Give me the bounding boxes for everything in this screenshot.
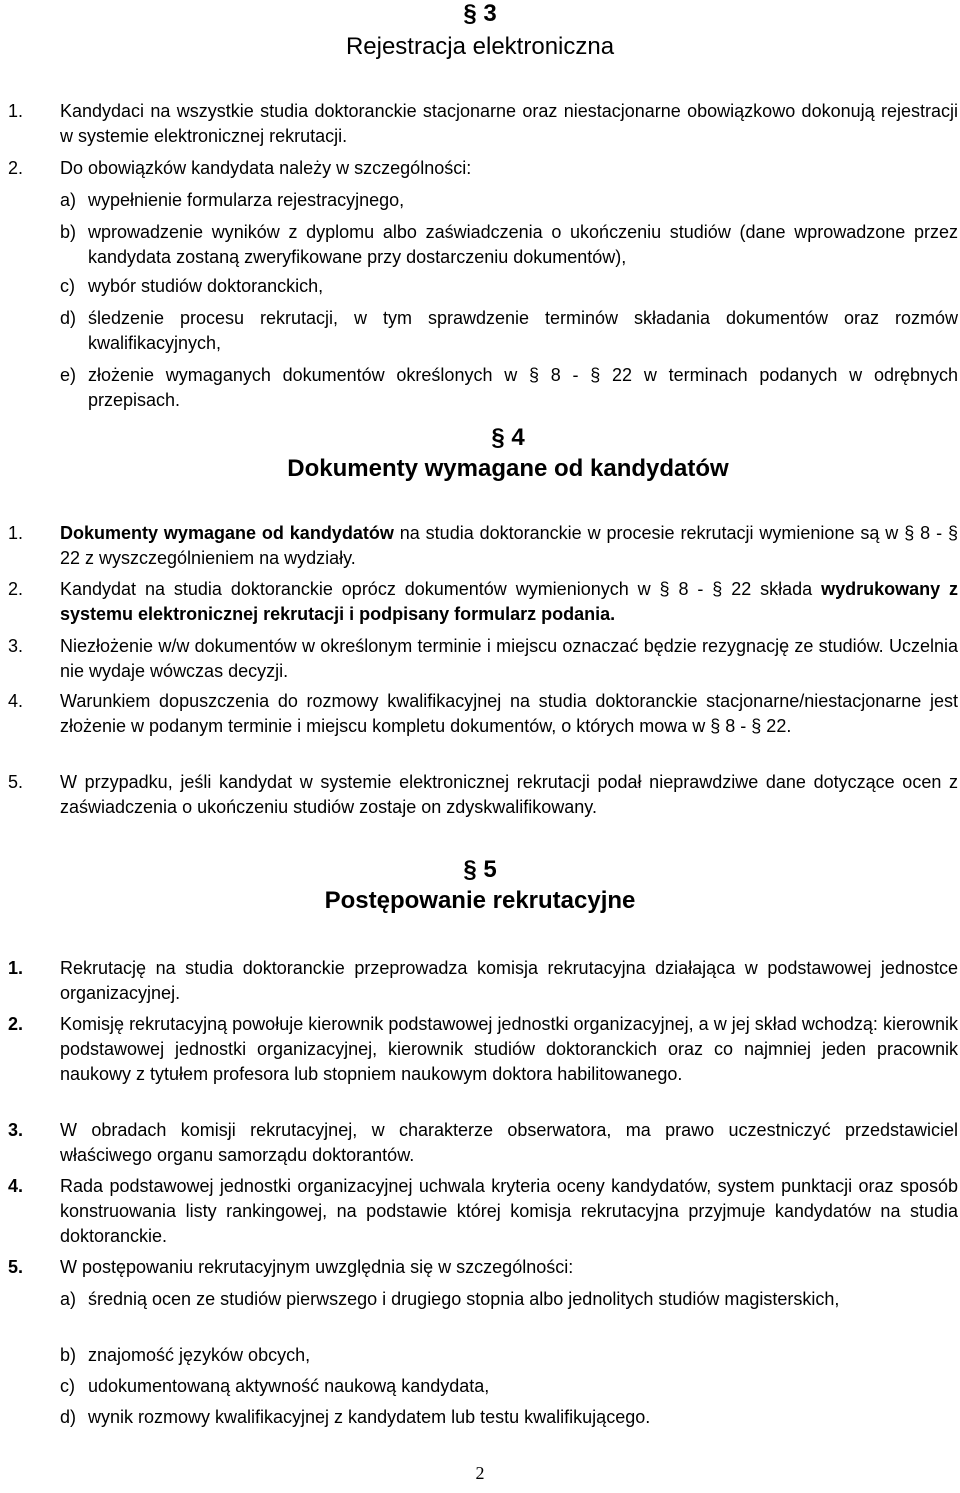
item-bold-text: Dokumenty wymagane od kandydatów	[60, 523, 394, 543]
item-bold-text: wydrukowany z systemu elektronicznej rekrutacji i podpisany formularz podania.	[60, 579, 958, 624]
item-text: Niezłożenie w/w dokumentów w określonym terminie i miejscu oznaczać będzie rezygnację ze studiów. Uczelnia nie wydaje wówczas decyzji.	[60, 636, 958, 681]
section-3-item-1	[0, 99, 960, 149]
subitem-letter: e)	[60, 365, 77, 385]
section-4-item-3	[0, 634, 960, 684]
subitem-letter: c)	[60, 276, 75, 296]
section-5-item-4	[0, 1174, 960, 1249]
section-3-subitem-a	[0, 188, 960, 213]
item-number: 1.	[8, 523, 24, 543]
section-4-item-1	[0, 521, 960, 571]
section-4-item-2	[0, 577, 960, 627]
section-5-subitem-a	[0, 1287, 960, 1312]
item-text: Rada podstawowej jednostki organizacyjnej uchwala kryteria oceny kandydatów, system punktacji oraz sposób konstruowania listy rankingowej, na podstawie której komisja rekrutacyjna przyjmuje kandydatów na studia doktoranckie.	[60, 1176, 958, 1246]
item-number: 1.	[8, 101, 24, 121]
section-5-item-2	[0, 1012, 960, 1087]
section-4-heading	[0, 424, 960, 483]
item-text: Kandydaci na wszystkie studia doktoranckie stacjonarne oraz niestacjonarne obowiązkowo dokonują rejestracji w systemie elektronicznej rekrutacji.	[60, 101, 958, 146]
section-4-item-5	[0, 770, 960, 820]
section-5-number: § 5	[463, 856, 497, 883]
subitem-text: śledzenie procesu rekrutacji, w tym sprawdzenie terminów składania dokumentów oraz rozmów kwalifikacyjnych,	[88, 308, 958, 353]
subitem-letter: a)	[60, 1289, 77, 1309]
section-3-subitem-c	[0, 274, 960, 299]
subitem-text: udokumentowaną aktywność naukową kandydata,	[88, 1376, 490, 1396]
item-text: W przypadku, jeśli kandydat w systemie elektronicznej rekrutacji podał nieprawdziwe dane dotyczące ocen z zaświadczenia o ukończeniu studiów zostaje on zdyskwalifikowany.	[60, 772, 958, 817]
item-number: 2.	[8, 579, 24, 599]
section-4-item-4	[0, 689, 960, 739]
subitem-text: wynik rozmowy kwalifikacyjnej z kandydatem lub testu kwalifikującego.	[88, 1407, 651, 1427]
item-number: 5.	[8, 772, 24, 792]
subitem-letter: c)	[60, 1376, 75, 1396]
subitem-text: średnią ocen ze studiów pierwszego i drugiego stopnia albo jednolitych studiów magisterskich,	[88, 1289, 840, 1309]
section-3-number: § 3	[463, 0, 497, 27]
item-number: 4.	[8, 1176, 24, 1196]
item-text: na studia doktoranckie w procesie rekrutacji wymienione są w § 8 - § 22 z wyszczególnieniem na wydziały.	[60, 523, 958, 568]
section-5-subitem-d	[0, 1405, 960, 1430]
section-3-subitem-e	[0, 363, 960, 413]
section-5-item-3	[0, 1118, 960, 1168]
subitem-letter: a)	[60, 190, 77, 210]
section-3-title: Rejestracja elektroniczna	[345, 33, 615, 60]
section-4-title: Dokumenty wymagane od kandydatów	[287, 455, 729, 482]
page-number: 2	[475, 1463, 485, 1483]
item-text: Kandydat na studia doktoranckie oprócz dokumentów wymienionych w § 8 - § 22 składa	[60, 579, 822, 599]
section-5-title: Postępowanie rekrutacyjne	[324, 887, 636, 914]
section-5-subitem-b	[0, 1343, 960, 1368]
subitem-letter: b)	[60, 222, 77, 242]
subitem-text: wprowadzenie wyników z dyplomu albo zaświadczenia o ukończeniu studiów (dane wprowadzone przez kandydata zostaną zweryfikowane przy dostarczeniu dokumentów),	[88, 222, 958, 267]
item-text: Do obowiązków kandydata należy w szczególności:	[60, 158, 472, 178]
section-5-subitem-c	[0, 1374, 960, 1399]
item-number: 2.	[8, 158, 24, 178]
section-5-item-5	[0, 1255, 960, 1280]
item-text: Rekrutację na studia doktoranckie przeprowadza komisja rekrutacyjna działająca w podstawowej jednostce organizacyjnej.	[60, 958, 958, 1003]
item-text: Komisję rekrutacyjną powołuje kierownik podstawowej jednostki organizacyjnej, a w jej skład wchodzą: kierownik podstawowej jednostki organizacyjnej, kierownik studiów doktoranckich oraz co najmniej jeden pracownik naukowy z tytułem profesora lub stopniem naukowym doktora habilitowanego.	[60, 1014, 958, 1084]
item-text: Warunkiem dopuszczenia do rozmowy kwalifikacyjnej na studia doktoranckie stacjonarne/niestacjonarne jest złożenie w podanym terminie i miejscu kompletu dokumentów, o których mowa w § 8 - § 22.	[60, 691, 958, 736]
section-3-subitem-b	[0, 220, 960, 270]
subitem-text: wybór studiów doktoranckich,	[88, 276, 324, 296]
item-number: 3.	[8, 1120, 24, 1140]
section-5-item-1	[0, 956, 960, 1006]
item-number: 1.	[8, 958, 24, 978]
subitem-text: wypełnienie formularza rejestracyjnego,	[88, 190, 405, 210]
section-3-item-2	[0, 156, 960, 181]
item-number: 4.	[8, 691, 24, 711]
item-number: 3.	[8, 636, 24, 656]
subitem-letter: d)	[60, 1407, 77, 1427]
section-3-heading	[0, 0, 960, 61]
subitem-letter: d)	[60, 308, 77, 328]
section-5-heading	[0, 856, 960, 915]
subitem-letter: b)	[60, 1345, 77, 1365]
item-text: W obradach komisji rekrutacyjnej, w charakterze obserwatora, ma prawo uczestniczyć przedstawiciel właściwego organu samorządu doktorantów.	[60, 1120, 958, 1165]
section-4-number: § 4	[491, 424, 525, 451]
subitem-text: znajomość języków obcych,	[88, 1345, 311, 1365]
subitem-text: złożenie wymaganych dokumentów określonych w § 8 - § 22 w terminach podanych w odrębnych przepisach.	[88, 365, 958, 410]
item-number: 5.	[8, 1257, 24, 1277]
section-3-subitem-d	[0, 306, 960, 356]
item-number: 2.	[8, 1014, 24, 1034]
item-text: W postępowaniu rekrutacyjnym uwzględnia się w szczególności:	[60, 1257, 574, 1277]
